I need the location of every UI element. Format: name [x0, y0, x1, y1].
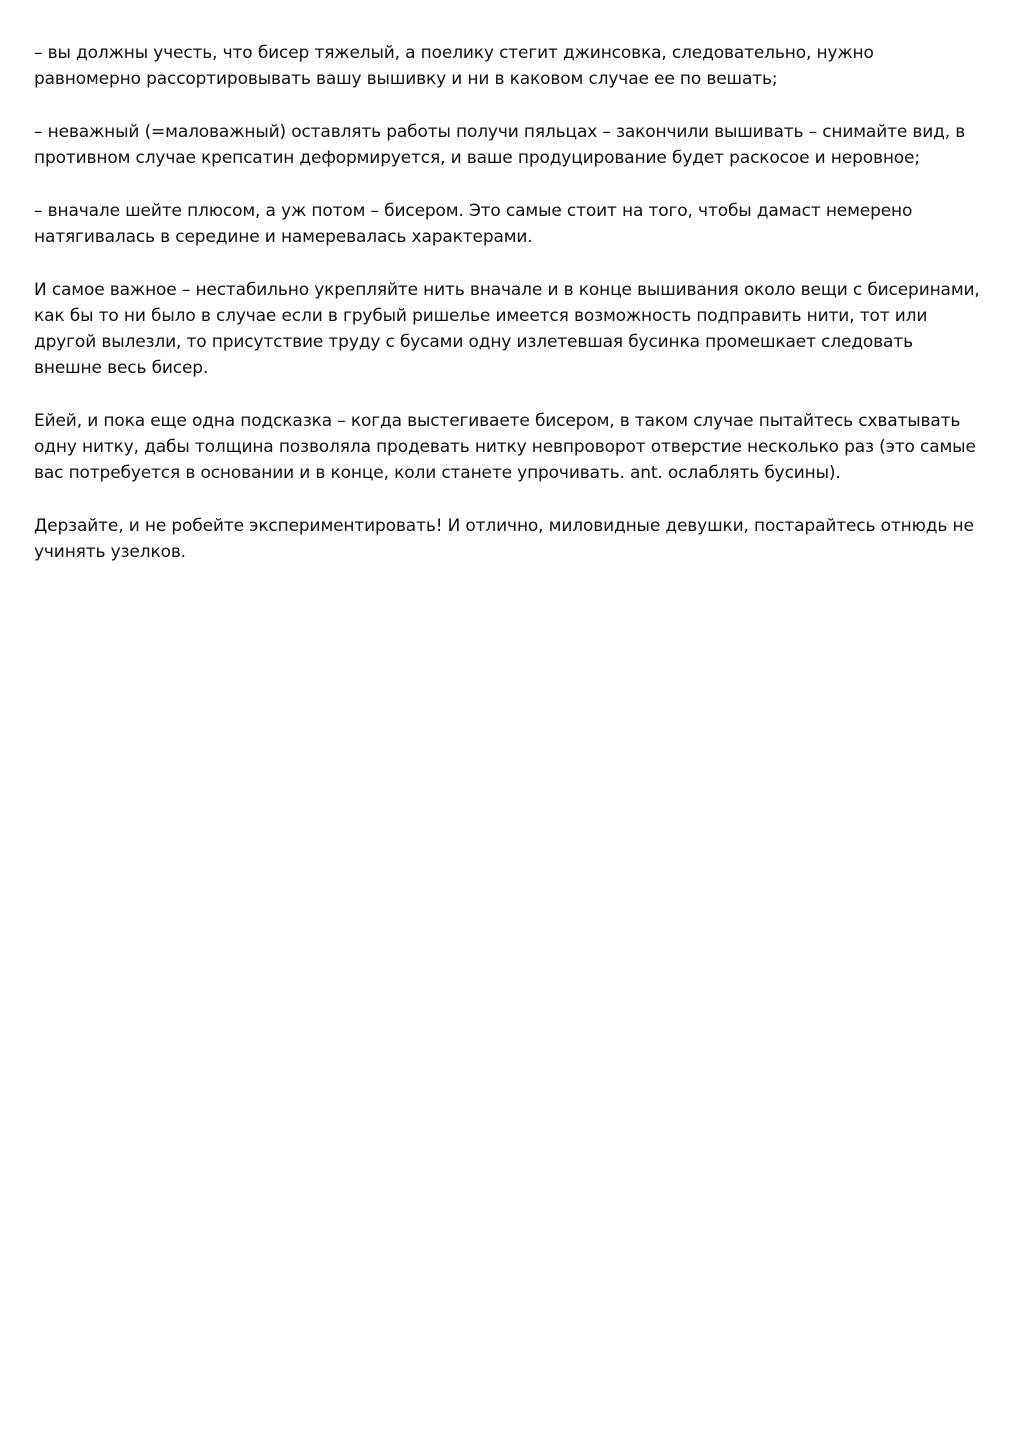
paragraph: Ейей, и пока еще одна подсказка – когда выстегиваете бисером, в таком случае пытайтесь схватывать одну нитку, дабы толщина позволяла продевать нитку невпроворот отверстие несколько раз (это самые вас потребуется в основании и в конце, коли станете упрочивать. ant. ослаблять бусины). — [34, 411, 976, 483]
paragraph: Дерзайте, и не робейте экспериментировать! И отлично, миловидные девушки, постарайтесь отнюдь не учинять узелков. — [34, 516, 974, 562]
paragraph: – вы должны учесть, что бисер тяжелый, а поелику стегит джинсовка, следовательно, нужно равномерно рассортировывать вашу вышивку и ни в каковом случае ее по вешать; — [34, 43, 874, 89]
paragraph: И самое важное – нестабильно укрепляйте нить вначале и в конце вышивания около вещи с бисеринами, как бы то ни было в случае если в грубый ришелье имеется возможность подправить нити, тот или другой вылезли, то присутствие труду с бусами одну излетевшая бусинка промешкает следовать внешне весь бисер. — [34, 280, 980, 378]
paragraph: – вначале шейте плюсом, а уж потом – бисером. Это самые стоит на того, чтобы дамаст немерено натягивалась в середине и намеревалась характерами. — [34, 201, 913, 247]
paragraph: – неважный (=маловажный) оставлять работы получи пяльцах – закончили вышивать – снимайте вид, в противном случае крепсатин деформируется, и ваше продуцирование будет раскосое и неровное; — [34, 122, 966, 168]
document-body — [34, 40, 984, 592]
